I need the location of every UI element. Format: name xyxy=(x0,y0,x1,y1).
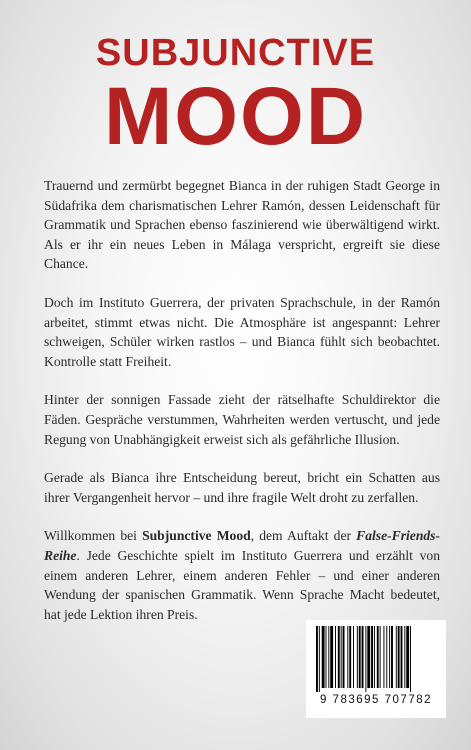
barcode-bar xyxy=(374,626,375,688)
welcome-mid-text: , dem Auftakt der xyxy=(250,528,357,544)
barcode-bar xyxy=(341,626,342,688)
barcode-bar xyxy=(338,626,340,688)
barcode-bar xyxy=(401,626,403,688)
blurb-paragraph-2: Doch im Instituto Guerrera, der privaten Sprachschule, in der Ramón arbeitet, stimmt etwas nicht. Die Atmosphäre ist angespannt: Lehrer schweigen, Schüler wirken rastlos – und Bianca fühlt sich beobachtet. Kontrolle statt Freiheit. xyxy=(44,294,440,369)
barcode-bar xyxy=(347,626,348,688)
blurb-paragraph-4: Gerade als Bianca ihre Entscheidung bereut, bricht ein Schatten aus ihrer Vergangenheit hervor – und ihre fragile Welt droht zu zerfallen. xyxy=(44,470,440,505)
barcode-bar xyxy=(353,626,354,688)
barcode-bar xyxy=(326,626,327,688)
barcode-bar xyxy=(406,626,409,688)
blurb-text xyxy=(44,176,440,643)
isbn-number: 9 783695 707782 xyxy=(319,694,433,706)
blurb-paragraph-3: Hinter der sonnigen Fassade zieht der rätselhafte Schuldirektor die Fäden. Gespräche verstummen, Wahrheiten werden vertuscht, und jede Regung von Unabhängigkeit erweist sich als gefährliche Illusion. xyxy=(44,392,440,447)
barcode-bar xyxy=(359,626,361,688)
barcode-bar xyxy=(391,626,393,688)
barcode-bar xyxy=(410,626,411,692)
barcode-bar xyxy=(365,626,366,692)
barcode-bar xyxy=(330,626,333,688)
barcode-bar xyxy=(383,626,384,688)
barcode-bar xyxy=(335,626,336,688)
welcome-text: Willkommen bei xyxy=(44,528,143,544)
barcode-bar xyxy=(349,626,351,688)
barcode-bar xyxy=(380,626,381,688)
series-name: False-Friends-Reihe xyxy=(44,528,440,563)
title-line-1: SUBJUNCTIVE xyxy=(95,32,376,74)
welcome-rest-text: . Jede Geschichte spielt im Instituto Guerrera und erzählt von einem anderen Lehrer, einem anderen Fehler – und einer anderen Wendung der spanischen Grammatik. Wenn Sprache Macht bedeutet, hat jede Lektion ihren Preis. xyxy=(44,547,440,622)
blurb-paragraph-1: Trauernd und zermürbt begegnet Bianca in der ruhigen Stadt George in Südafrika dem charismatischen Lehrer Ramón, dessen Leidenschaft für Grammatik und Sprachen ebenso faszinierend wie überwältigend wirkt. Als er ihr ein neues Leben in Málaga verspricht, ergreift sie diese Chance. xyxy=(44,178,440,272)
title-line-2: MOOD xyxy=(103,71,368,162)
barcode-bar xyxy=(377,626,379,688)
barcode-bar xyxy=(396,626,397,688)
isbn-barcode xyxy=(306,620,446,718)
barcode-bar xyxy=(398,626,400,688)
book-title-mention: Subjunctive Mood xyxy=(142,528,251,544)
barcode-bar xyxy=(319,626,320,692)
barcode-bars xyxy=(314,626,438,692)
barcode-bar xyxy=(328,626,329,688)
barcode-bar xyxy=(322,626,325,688)
barcode-bar xyxy=(362,626,364,688)
barcode-bar xyxy=(357,626,358,688)
blurb-paragraph-5 xyxy=(44,526,440,624)
barcode-bar xyxy=(316,626,318,692)
barcode-bar xyxy=(389,626,390,688)
barcode-bar xyxy=(386,626,387,688)
barcode-bar xyxy=(404,626,405,688)
barcode-bar xyxy=(367,626,370,688)
barcode-bar xyxy=(371,626,373,688)
barcode-bar xyxy=(343,626,345,688)
